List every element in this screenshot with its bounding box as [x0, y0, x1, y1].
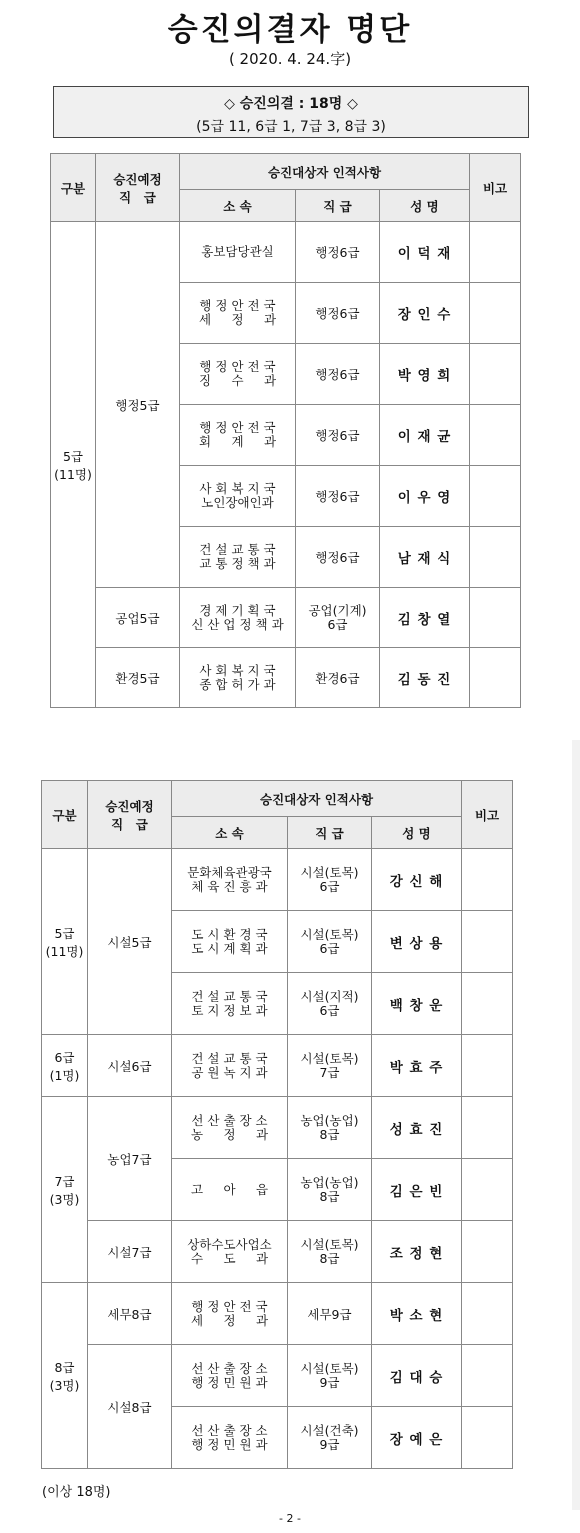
dept-cell: 고 아 읍	[172, 1159, 288, 1221]
header-remark: 비고	[462, 781, 513, 849]
dept-cell: 도 시 환 경 국 도 시 계 획 과	[172, 911, 288, 973]
position-cell: 행정6급	[296, 527, 380, 588]
target-grade-cell: 농업7급	[88, 1097, 172, 1221]
name-cell: 이 덕 재	[380, 222, 470, 283]
table-row	[42, 1035, 513, 1097]
scrollbar-track[interactable]	[572, 740, 580, 1510]
document-title: 승진의결자 명단	[167, 12, 413, 48]
remark-cell	[462, 1407, 513, 1469]
name-cell: 김 동 진	[380, 648, 470, 708]
position-cell: 세무9급	[288, 1283, 372, 1345]
remark-cell	[470, 405, 521, 466]
position-cell: 시설(토목) 6급	[288, 911, 372, 973]
position-cell: 행정6급	[296, 283, 380, 344]
summary-box	[53, 86, 529, 138]
remark-cell	[470, 648, 521, 708]
dept-cell: 행 정 안 전 국 징 수 과	[180, 344, 296, 405]
table-row	[42, 1345, 513, 1407]
name-cell: 박 소 현	[372, 1283, 462, 1345]
position-cell: 시설(토목) 8급	[288, 1221, 372, 1283]
position-cell: 행정6급	[296, 344, 380, 405]
dept-cell: 선 산 출 장 소 행 정 민 원 과	[172, 1345, 288, 1407]
name-cell: 박 영 희	[380, 344, 470, 405]
remark-cell	[462, 849, 513, 911]
header-position: 직 급	[288, 817, 372, 849]
position-cell: 행정6급	[296, 466, 380, 527]
remark-cell	[462, 1221, 513, 1283]
dept-cell: 행 정 안 전 국 회 계 과	[180, 405, 296, 466]
dept-cell: 상하수도사업소 수 도 과	[172, 1221, 288, 1283]
table-row	[42, 1221, 513, 1283]
header-personnel: 승진대상자 인적사항	[172, 781, 462, 817]
remark-cell	[462, 1159, 513, 1221]
remark-cell	[470, 222, 521, 283]
target-grade-cell: 행정5급	[96, 222, 180, 588]
target-grade-cell: 환경5급	[96, 648, 180, 708]
name-cell: 성 효 진	[372, 1097, 462, 1159]
header-target: 승진예정 직 급	[96, 154, 180, 222]
remark-cell	[462, 911, 513, 973]
page-number: - 2 -	[279, 1512, 301, 1525]
dept-cell: 선 산 출 장 소 행 정 민 원 과	[172, 1407, 288, 1469]
name-cell: 장 예 은	[372, 1407, 462, 1469]
name-cell: 이 우 영	[380, 466, 470, 527]
dept-cell: 선 산 출 장 소 농 정 과	[172, 1097, 288, 1159]
header-dept: 소 속	[172, 817, 288, 849]
name-cell: 강 신 해	[372, 849, 462, 911]
grade-cell: 8급 (3명)	[42, 1283, 88, 1469]
dept-cell: 행 정 안 전 국 세 정 과	[180, 283, 296, 344]
header-grade: 구분	[51, 154, 96, 222]
footer-total: (이상 18명)	[42, 1485, 111, 1500]
name-cell: 박 효 주	[372, 1035, 462, 1097]
document-date: ( 2020. 4. 24.字)	[228, 50, 352, 68]
position-cell: 환경6급	[296, 648, 380, 708]
remark-cell	[470, 466, 521, 527]
remark-cell	[462, 1283, 513, 1345]
target-grade-cell: 시설7급	[88, 1221, 172, 1283]
table-row	[42, 849, 513, 911]
position-cell: 농업(농업) 8급	[288, 1097, 372, 1159]
dept-cell: 건 설 교 통 국 교 통 정 책 과	[180, 527, 296, 588]
dept-cell: 건 설 교 통 국 공 원 녹 지 과	[172, 1035, 288, 1097]
position-cell: 시설(토목) 6급	[288, 849, 372, 911]
table-row	[42, 1283, 513, 1345]
header-name: 성 명	[380, 190, 470, 222]
grade-cell: 5급 (11명)	[51, 222, 96, 708]
name-cell: 조 정 현	[372, 1221, 462, 1283]
position-cell: 시설(토목) 9급	[288, 1345, 372, 1407]
header-grade: 구분	[42, 781, 88, 849]
remark-cell	[470, 344, 521, 405]
target-grade-cell: 세무8급	[88, 1283, 172, 1345]
remark-cell	[462, 1035, 513, 1097]
name-cell: 백 창 운	[372, 973, 462, 1035]
position-cell: 시설(지적) 6급	[288, 973, 372, 1035]
target-grade-cell: 시설5급	[88, 849, 172, 1035]
name-cell: 김 대 승	[372, 1345, 462, 1407]
position-cell: 농업(농업) 8급	[288, 1159, 372, 1221]
table-row	[51, 222, 521, 283]
header-remark: 비고	[470, 154, 521, 222]
position-cell: 행정6급	[296, 405, 380, 466]
remark-cell	[462, 973, 513, 1035]
table-row	[42, 1097, 513, 1159]
dept-cell: 건 설 교 통 국 토 지 정 보 과	[172, 973, 288, 1035]
position-cell: 시설(토목) 7급	[288, 1035, 372, 1097]
name-cell: 이 재 균	[380, 405, 470, 466]
promotion-table-1	[50, 153, 521, 708]
name-cell: 변 상 용	[372, 911, 462, 973]
name-cell: 김 창 열	[380, 588, 470, 648]
summary-line-2: (5급 11, 6급 1, 7급 3, 8급 3)	[196, 119, 386, 135]
table-row	[51, 648, 521, 708]
position-cell: 공업(기계) 6급	[296, 588, 380, 648]
dept-cell: 홍보담당관실	[180, 222, 296, 283]
dept-cell: 경 제 기 획 국 신 산 업 정 책 과	[180, 588, 296, 648]
remark-cell	[470, 527, 521, 588]
target-grade-cell: 시설6급	[88, 1035, 172, 1097]
dept-cell: 사 회 복 지 국 노인장애인과	[180, 466, 296, 527]
name-cell: 장 인 수	[380, 283, 470, 344]
grade-cell: 6급 (1명)	[42, 1035, 88, 1097]
header-target: 승진예정 직 급	[88, 781, 172, 849]
header-dept: 소 속	[180, 190, 296, 222]
remark-cell	[462, 1097, 513, 1159]
header-personnel: 승진대상자 인적사항	[180, 154, 470, 190]
dept-cell: 사 회 복 지 국 종 합 허 가 과	[180, 648, 296, 708]
target-grade-cell: 시설8급	[88, 1345, 172, 1469]
remark-cell	[470, 283, 521, 344]
promotion-table-2	[41, 780, 513, 1469]
header-name: 성 명	[372, 817, 462, 849]
dept-cell: 문화체육관광국 체 육 진 흥 과	[172, 849, 288, 911]
position-cell: 시설(건축) 9급	[288, 1407, 372, 1469]
header-position: 직 급	[296, 190, 380, 222]
remark-cell	[470, 588, 521, 648]
position-cell: 행정6급	[296, 222, 380, 283]
grade-cell: 5급 (11명)	[42, 849, 88, 1035]
summary-line-1: ◇ 승진의결 : 18명 ◇	[224, 96, 358, 112]
dept-cell: 행 정 안 전 국 세 정 과	[172, 1283, 288, 1345]
remark-cell	[462, 1345, 513, 1407]
grade-cell: 7급 (3명)	[42, 1097, 88, 1283]
target-grade-cell: 공업5급	[96, 588, 180, 648]
table-row	[51, 588, 521, 648]
name-cell: 남 재 식	[380, 527, 470, 588]
name-cell: 김 은 빈	[372, 1159, 462, 1221]
